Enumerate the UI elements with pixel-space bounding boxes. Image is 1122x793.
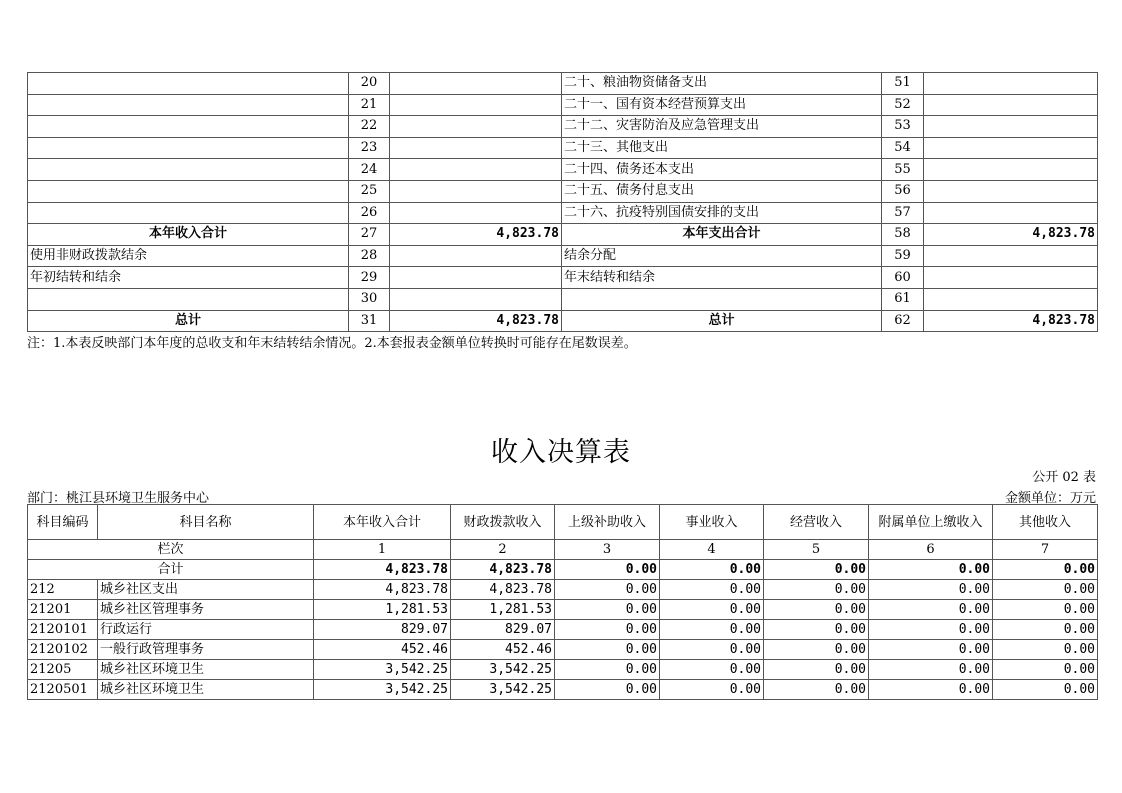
income-amount: [390, 202, 562, 224]
summary-row: [28, 73, 1098, 95]
income-item: [28, 73, 349, 95]
amount-cell: 4,823.78: [451, 580, 555, 600]
amount-cell: 0.00: [660, 660, 764, 680]
amount-cell: 0.00: [555, 680, 660, 700]
amount-cell: 0.00: [869, 620, 993, 640]
summary-row: [28, 224, 1098, 246]
amount-cell: 452.46: [314, 640, 451, 660]
row-number: 30: [349, 288, 390, 310]
amount-cell: 0.00: [555, 620, 660, 640]
row-number: 57: [882, 202, 924, 224]
column-number: 3: [555, 540, 660, 560]
subject-code: 21205: [28, 660, 98, 680]
column-label: 栏次: [28, 540, 314, 560]
row-number: 58: [882, 224, 924, 246]
amount-cell: 0.00: [660, 680, 764, 700]
subject-code: 212: [28, 580, 98, 600]
subject-name: 城乡社区环境卫生: [98, 680, 314, 700]
row-number: 56: [882, 180, 924, 202]
column-number: 5: [764, 540, 869, 560]
row-number: 55: [882, 159, 924, 181]
header-row: [28, 505, 1098, 540]
row-number: 28: [349, 245, 390, 267]
amount-cell: 0.00: [869, 660, 993, 680]
amount-cell: 829.07: [451, 620, 555, 640]
total-value: 4,823.78: [451, 560, 555, 580]
income-item: [28, 159, 349, 181]
expense-item: 二十一、国有资本经营预算支出: [562, 94, 882, 116]
income-item: 本年收入合计: [28, 224, 349, 246]
amount-cell: 0.00: [555, 600, 660, 620]
header-cell: 其他收入: [993, 505, 1098, 540]
expense-item: 二十五、债务付息支出: [562, 180, 882, 202]
income-amount: [390, 245, 562, 267]
total-value: 0.00: [764, 560, 869, 580]
form-code: 公开 02 表: [1032, 470, 1096, 485]
row-number: 27: [349, 224, 390, 246]
income-item: [28, 288, 349, 310]
summary-row: [28, 137, 1098, 159]
header-cell: 科目编码: [28, 505, 98, 540]
expense-amount: [924, 245, 1098, 267]
total-value: 0.00: [660, 560, 764, 580]
income-amount: [390, 288, 562, 310]
expense-amount: 4,823.78: [924, 310, 1098, 332]
amount-cell: 452.46: [451, 640, 555, 660]
amount-cell: 0.00: [555, 580, 660, 600]
column-number: 1: [314, 540, 451, 560]
expense-amount: [924, 180, 1098, 202]
summary-row: [28, 180, 1098, 202]
expense-item: 本年支出合计: [562, 224, 882, 246]
summary-row: [28, 310, 1098, 332]
amount-cell: 0.00: [660, 600, 764, 620]
expense-amount: [924, 202, 1098, 224]
total-row: [28, 560, 1098, 580]
amount-cell: 0.00: [869, 680, 993, 700]
row-number: 53: [882, 116, 924, 138]
summary-row: [28, 288, 1098, 310]
table-row: [28, 600, 1098, 620]
amount-cell: 0.00: [993, 640, 1098, 660]
income-amount: [390, 94, 562, 116]
subject-code: 2120101: [28, 620, 98, 640]
table-row: [28, 660, 1098, 680]
amount-cell: 3,542.25: [314, 680, 451, 700]
total-value: 0.00: [869, 560, 993, 580]
row-number: 61: [882, 288, 924, 310]
total-label: 合计: [28, 560, 314, 580]
expense-item: 二十三、其他支出: [562, 137, 882, 159]
expense-amount: 4,823.78: [924, 224, 1098, 246]
department-label: 部门：桃江县环境卫生服务中心: [27, 491, 210, 506]
amount-cell: 0.00: [869, 640, 993, 660]
header-cell: 附属单位上缴收入: [869, 505, 993, 540]
row-number: 20: [349, 73, 390, 95]
income-item: [28, 137, 349, 159]
column-number: 4: [660, 540, 764, 560]
expense-amount: [924, 73, 1098, 95]
amount-cell: 3,542.25: [451, 660, 555, 680]
income-item: 使用非财政拨款结余: [28, 245, 349, 267]
amount-cell: 4,823.78: [314, 580, 451, 600]
income-amount: [390, 267, 562, 289]
income-item: [28, 94, 349, 116]
header-cell: 财政拨款收入: [451, 505, 555, 540]
table-note: 注：1.本表反映部门本年度的总收支和年末结转结余情况。2.本套报表金额单位转换时可能存在尾数误差。: [27, 336, 637, 351]
unit-label: 金额单位：万元: [1004, 491, 1096, 506]
header-cell: 上级补助收入: [555, 505, 660, 540]
amount-cell: 0.00: [993, 680, 1098, 700]
row-number: 21: [349, 94, 390, 116]
expense-amount: [924, 137, 1098, 159]
amount-cell: 1,281.53: [451, 600, 555, 620]
income-amount: [390, 180, 562, 202]
amount-cell: 3,542.25: [451, 680, 555, 700]
summary-row: [28, 159, 1098, 181]
expense-item: 年末结转和结余: [562, 267, 882, 289]
income-item: [28, 202, 349, 224]
income-item: [28, 116, 349, 138]
amount-cell: 0.00: [764, 600, 869, 620]
column-number: 6: [869, 540, 993, 560]
amount-cell: 0.00: [993, 660, 1098, 680]
income-amount: [390, 137, 562, 159]
amount-cell: 1,281.53: [314, 600, 451, 620]
income-amount: 4,823.78: [390, 310, 562, 332]
row-number: 31: [349, 310, 390, 332]
expense-item: 二十四、债务还本支出: [562, 159, 882, 181]
amount-cell: 0.00: [764, 640, 869, 660]
table-row: [28, 580, 1098, 600]
income-amount: [390, 73, 562, 95]
subject-code: 2120102: [28, 640, 98, 660]
expense-amount: [924, 267, 1098, 289]
amount-cell: 0.00: [660, 580, 764, 600]
amount-cell: 0.00: [869, 580, 993, 600]
expense-item: 二十六、抗疫特别国债安排的支出: [562, 202, 882, 224]
page-title: 收入决算表: [491, 437, 631, 468]
row-number: 29: [349, 267, 390, 289]
amount-cell: 0.00: [993, 600, 1098, 620]
expense-amount: [924, 159, 1098, 181]
subject-code: 2120501: [28, 680, 98, 700]
row-number: 26: [349, 202, 390, 224]
amount-cell: 0.00: [555, 640, 660, 660]
amount-cell: 829.07: [314, 620, 451, 640]
summary-row: [28, 94, 1098, 116]
column-number-row: [28, 540, 1098, 560]
header-cell: 经营收入: [764, 505, 869, 540]
income-expense-summary-table: [27, 72, 1098, 332]
amount-cell: 0.00: [764, 680, 869, 700]
income-item: 总计: [28, 310, 349, 332]
amount-cell: 3,542.25: [314, 660, 451, 680]
income-item: [28, 180, 349, 202]
table-row: [28, 680, 1098, 700]
amount-cell: 0.00: [869, 600, 993, 620]
total-value: 0.00: [993, 560, 1098, 580]
row-number: 52: [882, 94, 924, 116]
row-number: 54: [882, 137, 924, 159]
table-row: [28, 640, 1098, 660]
header-cell: 科目名称: [98, 505, 314, 540]
income-amount: [390, 116, 562, 138]
row-number: 60: [882, 267, 924, 289]
column-number: 7: [993, 540, 1098, 560]
header-cell: 本年收入合计: [314, 505, 451, 540]
subject-name: 城乡社区支出: [98, 580, 314, 600]
subject-name: 城乡社区环境卫生: [98, 660, 314, 680]
total-value: 4,823.78: [314, 560, 451, 580]
expense-item: 总计: [562, 310, 882, 332]
column-number: 2: [451, 540, 555, 560]
expense-item: 二十、粮油物资储备支出: [562, 73, 882, 95]
amount-cell: 0.00: [993, 620, 1098, 640]
amount-cell: 0.00: [555, 660, 660, 680]
row-number: 23: [349, 137, 390, 159]
summary-row: [28, 245, 1098, 267]
expense-amount: [924, 116, 1098, 138]
row-number: 24: [349, 159, 390, 181]
expense-amount: [924, 288, 1098, 310]
row-number: 62: [882, 310, 924, 332]
row-number: 25: [349, 180, 390, 202]
subject-name: 行政运行: [98, 620, 314, 640]
summary-row: [28, 116, 1098, 138]
row-number: 22: [349, 116, 390, 138]
amount-cell: 0.00: [764, 660, 869, 680]
amount-cell: 0.00: [660, 620, 764, 640]
table-row: [28, 620, 1098, 640]
summary-row: [28, 267, 1098, 289]
expense-item: 结余分配: [562, 245, 882, 267]
amount-cell: 0.00: [764, 620, 869, 640]
expense-item: 二十二、灾害防治及应急管理支出: [562, 116, 882, 138]
expense-item: [562, 288, 882, 310]
amount-cell: 0.00: [764, 580, 869, 600]
income-item: 年初结转和结余: [28, 267, 349, 289]
amount-cell: 0.00: [660, 640, 764, 660]
income-statement-table: [27, 504, 1098, 700]
subject-name: 一般行政管理事务: [98, 640, 314, 660]
total-value: 0.00: [555, 560, 660, 580]
amount-cell: 0.00: [993, 580, 1098, 600]
subject-name: 城乡社区管理事务: [98, 600, 314, 620]
income-amount: 4,823.78: [390, 224, 562, 246]
row-number: 51: [882, 73, 924, 95]
expense-amount: [924, 94, 1098, 116]
summary-row: [28, 202, 1098, 224]
header-cell: 事业收入: [660, 505, 764, 540]
income-amount: [390, 159, 562, 181]
row-number: 59: [882, 245, 924, 267]
subject-code: 21201: [28, 600, 98, 620]
